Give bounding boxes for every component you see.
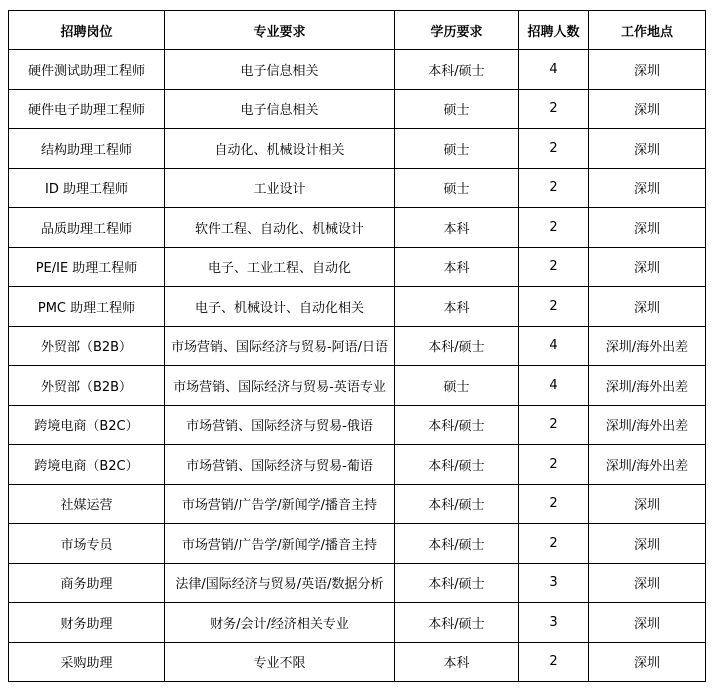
table-row (9, 642, 706, 682)
cell-education: 硕士 (395, 129, 519, 169)
cell-position: 社媒运营 (9, 484, 165, 524)
table-row (9, 50, 706, 90)
cell-position: 外贸部（B2B） (9, 366, 165, 406)
cell-headcount: 2 (519, 208, 589, 248)
cell-headcount: 2 (519, 405, 589, 445)
cell-location: 深圳 (589, 208, 706, 248)
cell-headcount: 2 (519, 89, 589, 129)
cell-education: 本科/硕士 (395, 405, 519, 445)
cell-headcount: 2 (519, 524, 589, 564)
cell-position: 跨境电商（B2C） (9, 405, 165, 445)
cell-major: 电子信息相关 (165, 50, 395, 90)
cell-education: 本科/硕士 (395, 484, 519, 524)
table-row (9, 484, 706, 524)
table-row (9, 366, 706, 406)
cell-position: 外贸部（B2B） (9, 326, 165, 366)
cell-major: 市场营销/广告学/新闻学/播音主持 (165, 484, 395, 524)
cell-location: 深圳/海外出差 (589, 326, 706, 366)
cell-education: 硕士 (395, 89, 519, 129)
cell-headcount: 2 (519, 484, 589, 524)
cell-position: ID 助理工程师 (9, 168, 165, 208)
cell-education: 本科/硕士 (395, 445, 519, 485)
table-row (9, 524, 706, 564)
cell-position: PE/IE 助理工程师 (9, 247, 165, 287)
cell-position: 硬件电子助理工程师 (9, 89, 165, 129)
cell-education: 本科/硕士 (395, 326, 519, 366)
cell-headcount: 2 (519, 168, 589, 208)
table-row (9, 247, 706, 287)
table-row (9, 326, 706, 366)
cell-major: 市场营销、国际经济与贸易-葡语 (165, 445, 395, 485)
cell-position: 商务助理 (9, 563, 165, 603)
cell-headcount: 4 (519, 326, 589, 366)
cell-position: 结构助理工程师 (9, 129, 165, 169)
cell-major: 市场营销/广告学/新闻学/播音主持 (165, 524, 395, 564)
cell-position: 跨境电商（B2C） (9, 445, 165, 485)
cell-education: 本科/硕士 (395, 563, 519, 603)
table-row (9, 445, 706, 485)
cell-location: 深圳 (589, 484, 706, 524)
cell-headcount: 2 (519, 247, 589, 287)
cell-location: 深圳 (589, 642, 706, 682)
cell-major: 市场营销、国际经济与贸易-阿语/日语 (165, 326, 395, 366)
header-location: 工作地点 (589, 11, 706, 50)
cell-location: 深圳 (589, 603, 706, 643)
table-row (9, 89, 706, 129)
cell-position: 硬件测试助理工程师 (9, 50, 165, 90)
cell-major: 工业设计 (165, 168, 395, 208)
cell-location: 深圳 (589, 50, 706, 90)
cell-education: 本科/硕士 (395, 524, 519, 564)
cell-headcount: 2 (519, 445, 589, 485)
header-headcount: 招聘人数 (519, 11, 589, 50)
cell-education: 本科 (395, 208, 519, 248)
table-row (9, 208, 706, 248)
cell-position: 采购助理 (9, 642, 165, 682)
cell-location: 深圳 (589, 524, 706, 564)
cell-location: 深圳/海外出差 (589, 405, 706, 445)
table-row (9, 603, 706, 643)
cell-major: 市场营销、国际经济与贸易-俄语 (165, 405, 395, 445)
header-major: 专业要求 (165, 11, 395, 50)
cell-major: 自动化、机械设计相关 (165, 129, 395, 169)
cell-education: 硕士 (395, 366, 519, 406)
table-row (9, 563, 706, 603)
cell-position: 市场专员 (9, 524, 165, 564)
cell-headcount: 4 (519, 50, 589, 90)
cell-headcount: 2 (519, 642, 589, 682)
cell-location: 深圳/海外出差 (589, 445, 706, 485)
cell-major: 电子、工业工程、自动化 (165, 247, 395, 287)
table-row (9, 405, 706, 445)
cell-major: 法律/国际经济与贸易/英语/数据分析 (165, 563, 395, 603)
table-row (9, 168, 706, 208)
table-header (9, 11, 706, 50)
cell-education: 本科 (395, 642, 519, 682)
cell-major: 市场营销、国际经济与贸易-英语专业 (165, 366, 395, 406)
cell-education: 硕士 (395, 168, 519, 208)
table-row (9, 129, 706, 169)
cell-position: PMC 助理工程师 (9, 287, 165, 327)
cell-education: 本科 (395, 247, 519, 287)
cell-position: 财务助理 (9, 603, 165, 643)
cell-education: 本科/硕士 (395, 50, 519, 90)
cell-major: 电子信息相关 (165, 89, 395, 129)
cell-position: 品质助理工程师 (9, 208, 165, 248)
cell-headcount: 2 (519, 129, 589, 169)
cell-location: 深圳 (589, 129, 706, 169)
cell-headcount: 2 (519, 287, 589, 327)
cell-location: 深圳/海外出差 (589, 366, 706, 406)
cell-education: 本科 (395, 287, 519, 327)
cell-location: 深圳 (589, 168, 706, 208)
cell-headcount: 4 (519, 366, 589, 406)
header-education: 学历要求 (395, 11, 519, 50)
table-row (9, 287, 706, 327)
cell-headcount: 3 (519, 603, 589, 643)
header-row (9, 11, 706, 50)
cell-location: 深圳 (589, 563, 706, 603)
cell-headcount: 3 (519, 563, 589, 603)
cell-major: 财务/会计/经济相关专业 (165, 603, 395, 643)
cell-location: 深圳 (589, 247, 706, 287)
header-position: 招聘岗位 (9, 11, 165, 50)
cell-major: 专业不限 (165, 642, 395, 682)
cell-major: 软件工程、自动化、机械设计 (165, 208, 395, 248)
recruitment-table (8, 10, 706, 682)
table-body (9, 50, 706, 682)
cell-education: 本科/硕士 (395, 603, 519, 643)
cell-major: 电子、机械设计、自动化相关 (165, 287, 395, 327)
cell-location: 深圳 (589, 89, 706, 129)
cell-location: 深圳 (589, 287, 706, 327)
